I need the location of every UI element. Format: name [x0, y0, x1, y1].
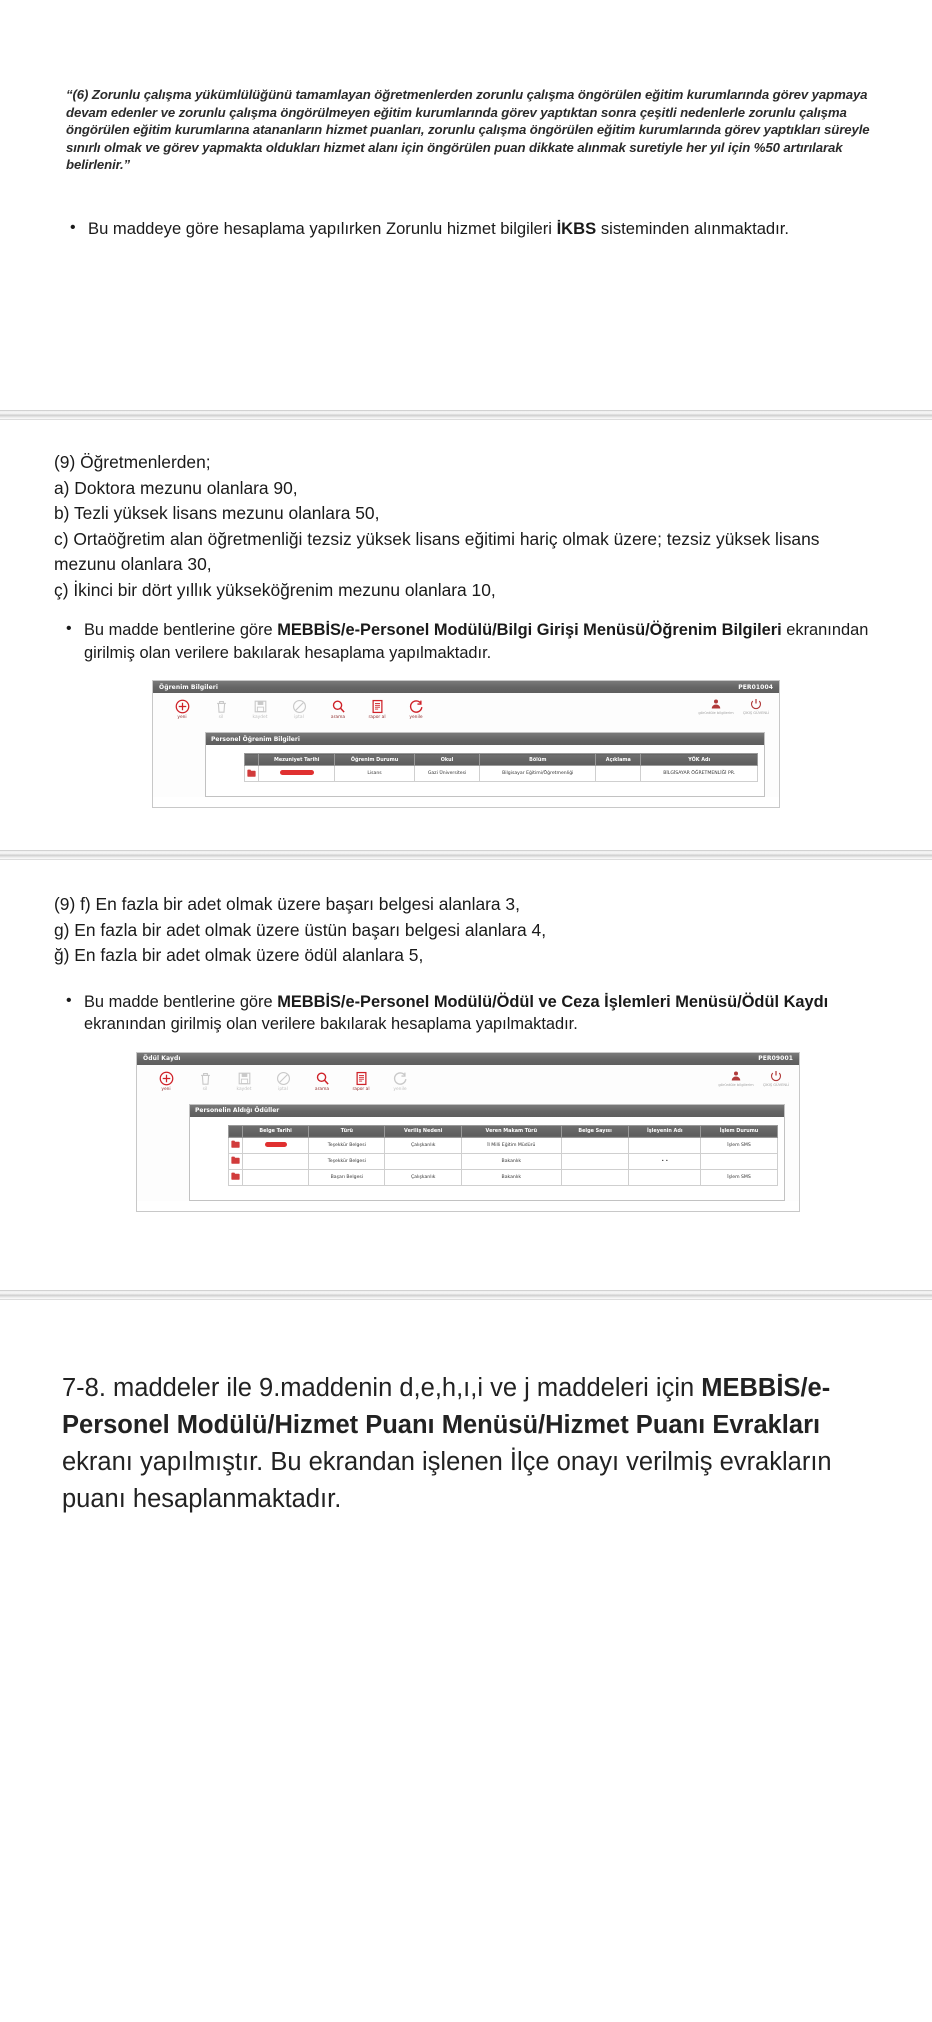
- cell-isleyenin-adi: [629, 1137, 701, 1153]
- toolbar-report-button[interactable]: [348, 1071, 374, 1092]
- col-verilis-nedeni: Veriliş Nedeni: [385, 1125, 461, 1137]
- clause-g: g) En fazla bir adet olmak üzere üstün başarı belgesi alanlara 4,: [54, 919, 547, 940]
- bullet-ogrenim-bilgileri: [62, 619, 882, 664]
- closing-statement: [62, 1370, 877, 1518]
- save-icon: [253, 699, 268, 714]
- shot-titlebar: [137, 1053, 799, 1065]
- col-mezuniyet-tarihi: Mezuniyet Tarihi: [259, 754, 335, 766]
- folder-icon: [231, 1177, 240, 1182]
- profile-button[interactable]: [698, 698, 734, 715]
- cell-ogrenim-durumu: Lisans: [335, 766, 414, 782]
- clause-a: a) Doktora mezunu olanlara 90,: [54, 477, 298, 498]
- grid-wrapper: [206, 745, 764, 796]
- col-islem-durumu: İşlem Durumu: [701, 1125, 778, 1137]
- bullet-lead-text: Bu maddeye göre hesaplama yapılırken Zorunlu hizmet bilgileri: [88, 218, 557, 238]
- cell-veren-makam: Bakanlık: [461, 1169, 561, 1185]
- cell-verilis-nedeni: [385, 1153, 461, 1169]
- save-icon: [237, 1071, 252, 1086]
- col-aciklama: Açıklama: [596, 754, 641, 766]
- toolbar-cancel-label: iptal: [294, 715, 304, 720]
- toolbar-refresh-label: yenile: [393, 1086, 407, 1092]
- toolbar-new-label: yeni: [177, 715, 187, 720]
- bullet-lead-text: Bu madde bentlerine göre: [84, 992, 278, 1011]
- cancel-icon: [276, 1071, 291, 1086]
- clause-c: c) Ortaöğretim alan öğretmenliği tezsiz yüksek lisans eğitimi hariç olmak üzere; tezsiz yüksek lisans mezunu olanlara 30,: [54, 528, 825, 574]
- cell-mezuniyet-tarihi: [259, 766, 335, 782]
- slide-3-clauses: [54, 892, 876, 969]
- slide-divider-2: [0, 850, 932, 860]
- cell-belge-sayisi: [561, 1137, 629, 1153]
- panel-title: Personel Öğrenim Bilgileri: [206, 733, 764, 745]
- cell-turu: Başarı Belgesi: [309, 1169, 385, 1185]
- cell-belge-tarihi: [243, 1137, 309, 1153]
- bullet-bold-text: MEBBİS/e-Personel Modülü/Bilgi Girişi Menüsü/Öğrenim Bilgileri: [277, 621, 782, 639]
- col-belge-sayisi: Belge Sayısı: [561, 1125, 629, 1137]
- toolbar-search-button[interactable]: [325, 699, 351, 720]
- row-folder-cell[interactable]: [229, 1153, 243, 1169]
- row-folder-cell[interactable]: [229, 1137, 243, 1153]
- screenshot-ogrenim-bilgileri: [152, 680, 780, 808]
- closing-bold-text: MEBBİS/e-Personel Modülü/Hizmet Puanı Menüsü/Hizmet Puanı Evrakları: [62, 1374, 831, 1439]
- cell-veren-makam: İl Milli Eğitim Müdürü: [461, 1137, 561, 1153]
- col-bolum: Bölüm: [480, 754, 596, 766]
- table-header-row: [245, 754, 758, 766]
- slide-3: [0, 860, 932, 1290]
- slide-2-bullets: [0, 619, 932, 664]
- bullet-tail-text: sisteminden alınmaktadır.: [596, 218, 789, 238]
- toolbar-delete-label: sil: [218, 715, 224, 720]
- shot-titlebar: [153, 681, 779, 693]
- plus-circle-icon: [175, 699, 190, 714]
- col-belge-tarihi: Belge Tarihi: [243, 1125, 309, 1137]
- col-veren-makam: Veren Makam Türü: [461, 1125, 561, 1137]
- cell-belge-tarihi: [243, 1169, 309, 1185]
- toolbar-report-label: rapor al: [368, 715, 386, 720]
- shot-window-code: PER01004: [738, 683, 773, 691]
- cell-okul: Gazi Üniversitesi: [414, 766, 480, 782]
- slide-2: [0, 420, 932, 850]
- folder-icon: [231, 1161, 240, 1166]
- toolbar-save-button[interactable]: [231, 1071, 257, 1092]
- logout-button[interactable]: [743, 698, 769, 715]
- clause-b: b) Tezli yüksek lisans mezunu olanlara 50,: [54, 503, 380, 523]
- cell-belge-tarihi: [243, 1153, 309, 1169]
- closing-tail-text: ekranı yapılmıştır. Bu ekrandan işlenen İlçe onayı verilmiş evrakların puanı hesaplanmaktadır.: [62, 1448, 832, 1513]
- toolbar-refresh-label: yenile: [409, 715, 423, 720]
- table-header-row: [229, 1125, 778, 1137]
- toolbar-new-button[interactable]: [169, 699, 195, 720]
- toolbar-cancel-button[interactable]: [270, 1071, 296, 1092]
- cell-turu: Teşekkür Belgesi: [309, 1137, 385, 1153]
- shot-toolbar-right: [698, 698, 770, 715]
- slide-2-clauses: [54, 450, 876, 603]
- shot-body: [153, 693, 779, 797]
- slide-4: [0, 1300, 932, 1700]
- search-icon: [331, 699, 346, 714]
- row-folder-cell[interactable]: [229, 1169, 243, 1185]
- toolbar-delete-label: sil: [202, 1086, 208, 1092]
- cell-isleyenin-adi: • •: [629, 1153, 701, 1169]
- cell-belge-sayisi: [561, 1169, 629, 1185]
- toolbar-delete-button[interactable]: [208, 699, 234, 720]
- folder-icon: [247, 774, 256, 779]
- row-folder-cell[interactable]: [245, 766, 259, 782]
- col-isleyenin-adi: İşleyenin Adı: [629, 1125, 701, 1137]
- table-row[interactable]: [229, 1169, 778, 1185]
- redaction-bar: [265, 1142, 287, 1147]
- toolbar-cancel-button[interactable]: [286, 699, 312, 720]
- user-icon: [730, 1070, 742, 1082]
- toolbar-new-button[interactable]: [153, 1071, 179, 1092]
- profile-label: görüntüle bilgilerim: [698, 711, 734, 715]
- profile-button[interactable]: [718, 1070, 754, 1087]
- col-ogrenim-durumu: Öğrenim Durumu: [335, 754, 414, 766]
- folder-icon: [231, 1145, 240, 1150]
- toolbar-cancel-label: iptal: [278, 1086, 288, 1092]
- toolbar-new-label: yeni: [161, 1086, 171, 1092]
- trash-icon: [214, 699, 229, 714]
- bullet-bold-text: İKBS: [556, 218, 597, 238]
- slide-1: [0, 0, 932, 410]
- cell-islem-durumu: İşlem SMS: [701, 1169, 778, 1185]
- shot-body: [137, 1065, 799, 1201]
- col-turu: Türü: [309, 1125, 385, 1137]
- clause-g-breve: ğ) En fazla bir adet olmak üzere ödül alanlara 5,: [54, 945, 424, 965]
- slide-divider-3: [0, 1290, 932, 1300]
- clause-f: (9) f) En fazla bir adet olmak üzere başarı belgesi alanlara 3,: [54, 894, 520, 914]
- cell-islem-durumu: İşlem SMS: [701, 1137, 778, 1153]
- power-icon: [750, 698, 762, 710]
- slide-divider-1: [0, 410, 932, 420]
- cell-verilis-nedeni: Çalışkanlık: [385, 1137, 461, 1153]
- bullet-odul-kaydi: [62, 991, 882, 1036]
- toolbar-report-label: rapor al: [352, 1086, 370, 1092]
- logout-label: ÇIKIŞ GÜVENLİ: [742, 711, 770, 715]
- bullet-tail-text: ekranından girilmiş olan verilere bakılarak hesaplama yapılmaktadır.: [84, 1015, 578, 1033]
- toolbar-report-button[interactable]: [364, 699, 390, 720]
- personel-ogrenim-panel: [205, 732, 765, 797]
- toolbar-save-button[interactable]: [247, 699, 273, 720]
- odul-panel: [189, 1104, 785, 1201]
- toolbar-save-label: kaydet: [252, 715, 268, 720]
- clause-9-header: (9) Öğretmenlerden;: [54, 452, 211, 472]
- odul-table: [228, 1125, 778, 1186]
- toolbar-search-label: arama: [314, 1086, 330, 1092]
- cell-yok-adi: BİLGİSAYAR ÖĞRETMENLİĞİ PR.: [641, 766, 758, 782]
- cell-veren-makam: Bakanlık: [461, 1153, 561, 1169]
- table-row[interactable]: [245, 766, 758, 782]
- plus-circle-icon: [159, 1071, 174, 1086]
- report-icon: [370, 699, 385, 714]
- shot-toolbar: [137, 1065, 799, 1096]
- col-folder: [245, 754, 259, 766]
- bullet-lead-text: Bu madde bentlerine göre: [84, 621, 278, 639]
- slide-3-bullets: [0, 991, 932, 1036]
- logout-label: ÇIKIŞ GÜVENLİ: [762, 1082, 790, 1087]
- shot-window-code: PER09001: [758, 1055, 793, 1062]
- user-icon: [710, 698, 722, 710]
- trash-icon: [198, 1071, 213, 1086]
- toolbar-refresh-button[interactable]: [403, 699, 429, 720]
- table-row[interactable]: [229, 1153, 778, 1169]
- cell-belge-sayisi: [561, 1153, 629, 1169]
- regulation-quote: “(6) Zorunlu çalışma yükümlülüğünü tamamlayan öğretmenlerden zorunlu çalışma öngörülen eğitim kurumlarında görev yapmaya devam edenler ve zorunlu çalışma öngörülmeyen eğitim kurumlarında görev yaptıktan sonra çeşitli nedenlerle zorunlu çalışma öngörülen eğitim kurumlarına atananların hizmet puanları, zorunlu çalışma öngörülen eğitim kurumlarında görev yaptıkları süreyle sınırlı olmak ve görev yapmakta oldukları hizmet alanı için öngörülen puan dikkate alınmak suretiyle her yıl için %50 artırılarak belirlenir.”: [66, 87, 870, 173]
- shot-window-title: Ödül Kaydı: [143, 1055, 181, 1062]
- slide-1-bullets: [0, 218, 932, 240]
- report-icon: [354, 1071, 369, 1086]
- search-icon: [315, 1071, 330, 1086]
- screenshot-odul-kaydi: [136, 1052, 800, 1212]
- panel-title: Personelin Aldığı Ödüller: [190, 1105, 784, 1117]
- power-icon: [770, 1070, 782, 1082]
- shot-toolbar: [153, 693, 779, 724]
- toolbar-search-label: arama: [330, 715, 346, 720]
- shot-window-title: Öğrenim Bilgileri: [159, 683, 218, 691]
- toolbar-delete-button[interactable]: [192, 1071, 218, 1092]
- refresh-icon: [393, 1071, 408, 1086]
- bullet-ikbs: [66, 218, 872, 240]
- table-row[interactable]: [229, 1137, 778, 1153]
- shot-toolbar-right: [718, 1070, 790, 1087]
- col-folder: [229, 1125, 243, 1137]
- ogrenim-table: [244, 753, 758, 782]
- grid-wrapper: [190, 1117, 784, 1200]
- cell-aciklama: [596, 766, 641, 782]
- logout-button[interactable]: [763, 1070, 789, 1087]
- col-okul: Okul: [414, 754, 480, 766]
- cell-turu: Teşekkür Belgesi: [309, 1153, 385, 1169]
- toolbar-refresh-button[interactable]: [387, 1071, 413, 1092]
- cell-isleyenin-adi: [629, 1169, 701, 1185]
- profile-label: görüntüle bilgilerim: [718, 1082, 754, 1087]
- toolbar-search-button[interactable]: [309, 1071, 335, 1092]
- clause-c-cedilla: ç) İkinci bir dört yıllık yükseköğrenim mezunu olanlara 10,: [54, 579, 496, 600]
- cell-islem-durumu: [701, 1153, 778, 1169]
- refresh-icon: [409, 699, 424, 714]
- cancel-icon: [292, 699, 307, 714]
- cell-verilis-nedeni: Çalışkanlık: [385, 1169, 461, 1185]
- toolbar-save-label: kaydet: [236, 1086, 252, 1092]
- col-yok-adi: YÖK Adı: [641, 754, 758, 766]
- cell-bolum: Bilgisayar Eğitimi/Öğretmenliği: [480, 766, 596, 782]
- bullet-tail-text: ekranından girilmiş olan verilere bakılarak hesaplama yapılmaktadır.: [84, 621, 869, 662]
- bullet-bold-text: MEBBİS/e-Personel Modülü/Ödül ve Ceza İşlemleri Menüsü/Ödül Kaydı: [277, 992, 829, 1011]
- closing-lead-text: 7-8. maddeler ile 9.maddenin d,e,h,ı,i ve j maddeleri için: [62, 1374, 702, 1402]
- redaction-bar: [280, 770, 314, 775]
